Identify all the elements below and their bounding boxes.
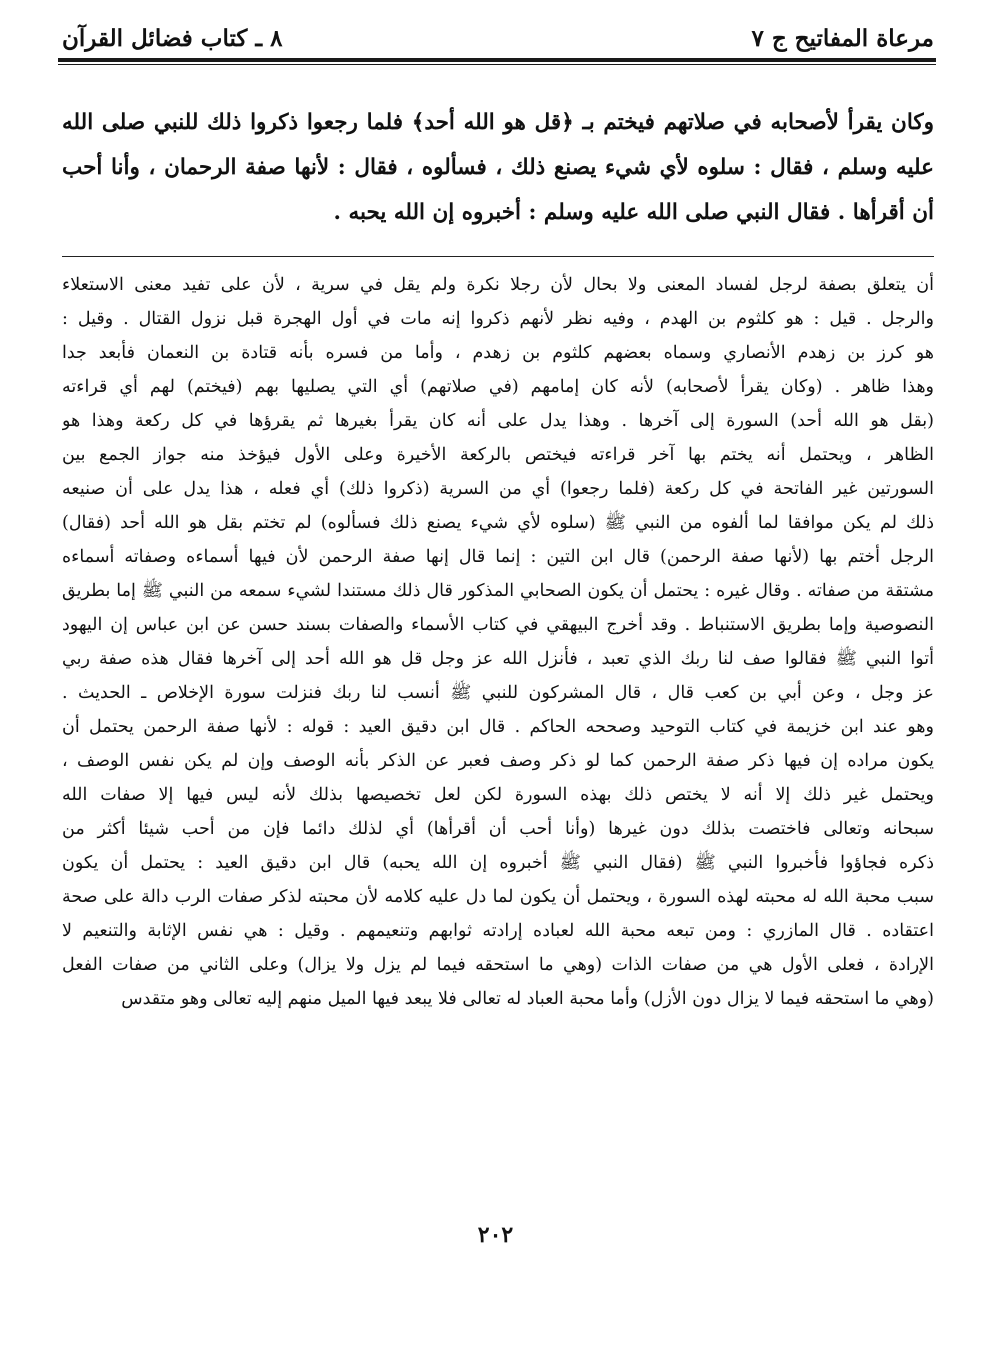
header-book-title: مرعاة المفاتيح ج ٧ <box>751 25 934 52</box>
header-chapter-title: ٨ ـ كتاب فضائل القرآن <box>62 25 283 52</box>
hadith-paragraph: وكان يقرأ لأصحابه في صلاتهم فيختم بـ ﴿قل هو الله أحد﴾ فلما رجعوا ذكروا ذلك للنبي صلى الله عليه وسلم ، فقال : سلوه لأي شيء يصنع ذلك ، فسألوه ، فقال : لأنها صفة الرحمان ، وأنا أحب أن أقرأها . فقال النبي صلى الله عليه وسلم : أخبروه إن الله يحبه . <box>62 110 934 225</box>
commentary-line: يكون مراده إن فيها ذكر صفة الرحمن كما لو ذكر وصف فعبر عن الذكر بأنه الوصف وإن لم يكن نفس الوصف ، <box>62 751 934 771</box>
commentary-line: أن يتعلق بصفة لرجل لفساد المعنى ولا بحال لأن رجلا نكرة ولم يقل في سرية ، لأن على تفيد معنى الاستعلاء <box>62 275 934 295</box>
commentary-line: أتوا النبي ﷺ فقالوا صف لنا ربك الذي تعبد ، فأنزل الله عز وجل قل هو الله أحد إلى آخرها فقال هذه صفة ربي <box>62 649 934 669</box>
commentary-line: ذكره فجاؤوا فأخبروا النبي ﷺ (فقال النبي ﷺ أخبروه إن الله يحبه) قال ابن دقيق العيد : يحتمل أن يكون <box>62 853 934 873</box>
commentary-line: والرجل . قيل : هو كلثوم بن الهدم ، وفيه نظر لأنهم ذكروا إنه مات في أول الهجرة قبل نزول القتال . وقيل : <box>62 309 934 329</box>
commentary-line: ويحتمل غير ذلك إلا أنه لا يختص ذلك بهذه السورة لكن لعل تخصيصها بذلك لأنه ليس فيها إلا صفات الله <box>62 785 934 805</box>
commentary-block <box>62 268 934 1016</box>
commentary-line: الرجل أختم بها (لأنها صفة الرحمن) قال ابن التين : إنما قال إنها صفة الرحمن لأن فيها أسماءه وصفاته أسماءه <box>62 547 934 567</box>
commentary-line: هو كرز بن زهدم الأنصاري وسماه بعضهم كلثوم بن زهدم ، وأما من فسره بأنه قتادة بن النعمان فأبعد جدا <box>62 343 934 363</box>
commentary-line: الظاهر ، ويحتمل أنه يختم بها آخر قراءته فيختص بالركعة الأخيرة وعلى الأول فيؤخذ منه جواز الجمع بين <box>62 445 934 465</box>
commentary-line: (بقل هو الله أحد) السورة إلى آخرها . وهذا يدل على أنه كان يقرأ بغيرها ثم يقرؤها في كل ركعة وهذا هو <box>62 411 934 431</box>
commentary-line: (وهي ما استحقه فيما لا يزال دون الأزل) وأما محبة العباد له تعالى فلا يبعد فيها الميل منهم إليه تعالى وهو متقدس <box>121 989 934 1009</box>
commentary-line: عز وجل ، وعن أبي بن كعب قال ، قال المشركون للنبي ﷺ أنسب لنا ربك فنزلت سورة الإخلاص ـ الحديث . <box>62 683 934 703</box>
page-number: ٢٠٢ <box>477 1222 514 1248</box>
header-rule-thin <box>58 64 936 65</box>
commentary-line: ذلك لم يكن موافقا لما ألفوه من النبي ﷺ (سلوه لأي شيء يصنع ذلك فسألوه) لم تختم بقل هو الله أحد (فقال) <box>62 513 934 533</box>
section-divider <box>62 256 934 257</box>
commentary-line: مشتقة من صفاته . وقال غيره : يحتمل أن يكون الصحابي المذكور قال ذلك مستندا لشيء سمعه من النبي ﷺ إما بطريق <box>62 581 934 601</box>
commentary-line: وهو عند ابن خزيمة في كتاب التوحيد وصححه الحاكم . قال ابن دقيق العيد : قوله : لأنها صفة الرحمن يحتمل أن <box>62 717 934 737</box>
commentary-line: وهذا ظاهر . (وكان يقرأ لأصحابه) لأنه كان إمامهم (في صلاتهم) أي التي يصليها بهم (فيختم) لهم أي قراءته <box>62 377 934 397</box>
commentary-line: اعتقاده . قال المازري : ومن تبعه محبة الله لعباده إرادته ثوابهم وتنعيمهم . وقيل : هي نفس الإثابة والتنعيم لا <box>62 921 934 941</box>
header-rule <box>58 58 936 62</box>
running-header <box>62 10 934 52</box>
commentary-line: الإرادة ، فعلى الأول هي من صفات الذات (وهي ما استحقه فيما لم يزل ولا يزال) وعلى الثاني من صفات الفعل <box>62 955 934 975</box>
commentary-line: سبب محبة الله له محبته لهذه السورة ، ويحتمل أن يكون لما دل عليه كلامه لأن محبته لذكر صفات الرب دالة على صحة <box>62 887 934 907</box>
commentary-line: النصوصية وإما بطريق الاستنباط . وقد أخرج البيهقي في كتاب الأسماء والصفات بسند حسن عن ابن عباس إن اليهود <box>62 615 934 635</box>
hadith-text-block <box>62 100 934 235</box>
commentary-line: السورتين غير الفاتحة في كل ركعة (فلما رجعوا) أي من السرية (ذكروا ذلك) أي فعله ، هذا يدل على أن صنيعه <box>62 479 934 499</box>
commentary-line: سبحانه وتعالى فاختصت بذلك دون غيرها (وأنا أحب أن أقرأها) أي لذلك دائما فإن من أحب شيئا أكثر من <box>62 819 934 839</box>
